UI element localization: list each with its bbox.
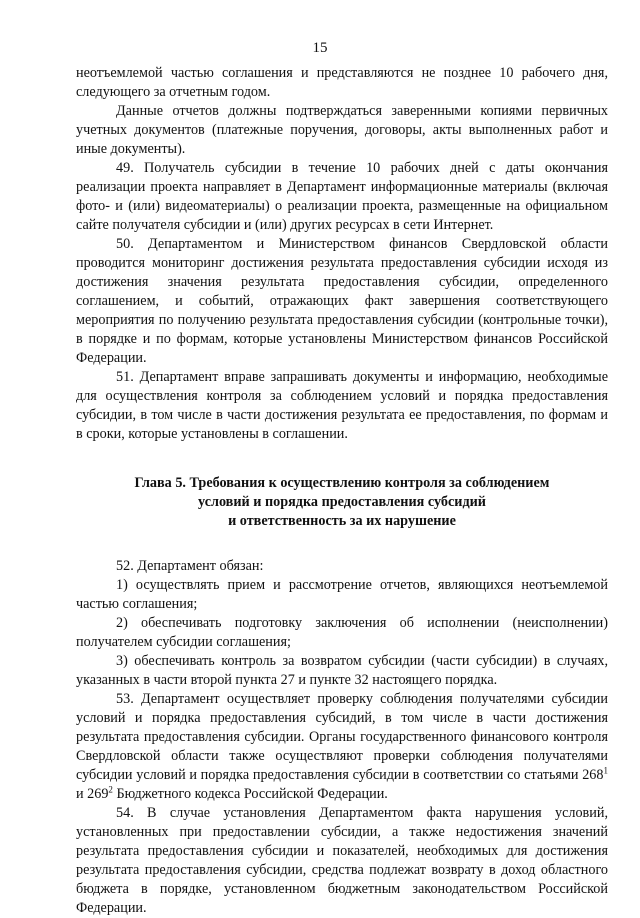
paragraph-49: 49. Получатель субсидии в течение 10 рабочих дней с даты окончания реализации проекта направляет в Департамент информационные материалы (включая фото- и (или) видеоматериалы) о реализации проекта, размещенные на официальном сайте получателя субсидии и (или) других ресурсах в сети Интернет. <box>76 160 608 233</box>
paragraph-52-item-2: 2) обеспечивать подготовку заключения об исполнении (неисполнении) получателем субсидии соглашения; <box>76 615 608 650</box>
chapter-heading <box>76 474 608 531</box>
chapter-heading-line-2: условий и порядка предоставления субсидий <box>198 494 486 510</box>
paragraph-52: 52. Департамент обязан: <box>116 558 264 574</box>
paragraph-53-text-2: и 269 <box>76 786 109 802</box>
chapter-heading-line-1: Глава 5. Требования к осуществлению контроля за соблюдением <box>134 475 550 491</box>
document-body <box>76 64 608 918</box>
page-number: 15 <box>312 40 328 56</box>
paragraph-53-text-3: Бюджетного кодекса Российской Федерации. <box>112 786 388 802</box>
paragraph-54: 54. В случае установления Департаментом факта нарушения условий, установленных при предоставлении субсидии, а также недостижения значений результата предоставления субсидии и показателей, необходимых для достижения результата предоставления субсидии, средства подлежат возврату в доход областного бюджета в порядке, установленном бюджетным законодательством Российской Федерации. <box>76 805 608 916</box>
superscript-2: 2 <box>108 784 113 795</box>
superscript-1: 1 <box>603 765 608 776</box>
paragraph-50: 50. Департаментом и Министерством финансов Свердловской области проводится мониторинг достижения результата предоставления субсидии исходя из достижения значения результата предоставления субсидии, определенного соглашением, и событий, отражающих факт завершения соответствующего мероприятия по получению результата предоставления субсидии (контрольные точки), в порядке и по формам, которые установлены Министерством финансов Российской Федерации. <box>76 236 608 366</box>
paragraph-52-item-1: 1) осуществлять прием и рассмотрение отчетов, являющихся неотъемлемой частью соглашения; <box>76 577 608 612</box>
paragraph-53 <box>76 690 608 804</box>
chapter-heading-line-3: и ответственность за их нарушение <box>228 513 456 529</box>
paragraph-reports-confirmation: Данные отчетов должны подтверждаться заверенными копиями первичных учетных документов (платежные поручения, договоры, акты выполненных работ и иные документы). <box>76 103 608 157</box>
paragraph-51: 51. Департамент вправе запрашивать документы и информацию, необходимые для осуществления контроля за соблюдением условий и порядка предоставления субсидии, в том числе в части достижения результата ее предоставления, по формам и в сроки, которые установлены в соглашении. <box>76 369 608 442</box>
paragraph-53-text-1: 53. Департамент осуществляет проверку соблюдения получателями субсидии условий и порядка предоставления субсидий, в том числе в части достижения результата предоставления субсидии. Органы государственного финансового контроля Свердловской области также осуществляют проверки соблюдения получателями субсидии условий и порядка предоставления субсидии в соответствии со статьями 268 <box>76 691 608 783</box>
paragraph-continuation: неотъемлемой частью соглашения и представляются не позднее 10 рабочего дня, следующего за отчетным годом. <box>76 65 608 100</box>
paragraph-52-item-3: 3) обеспечивать контроль за возвратом субсидии (части субсидии) в случаях, указанных в части второй пункта 27 и пункте 32 настоящего порядка. <box>76 653 608 688</box>
